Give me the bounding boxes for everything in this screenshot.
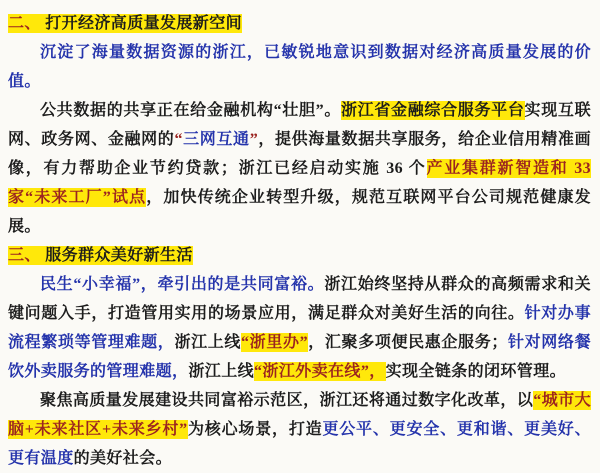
text-run: 针对办事流程繁琐等管理难题， (8, 305, 591, 351)
text-run: 实现互联网、政务网、金融网的 (8, 102, 591, 148)
text-run: 更公平、更安全、更和谐、更美好、更有温度 (8, 421, 591, 467)
heading-section-2 (8, 9, 591, 38)
text-run: 为核心场景，打造 (187, 421, 323, 438)
text-run: “城市大脑+未来社区+未来乡村” (8, 392, 591, 438)
text-run: “浙里办” (241, 334, 309, 351)
text-run: 公共数据的共享正在给金融机构“壮胆”。 (40, 102, 341, 119)
text-run: 针对网络餐饮外卖服务的管理难题， (8, 334, 591, 380)
text-run: ，提供海量数据共享服务，给企业信用精准画像，有力帮助企业节约贷款；浙江已经启动实施 36 个 (8, 131, 591, 177)
text-run: 浙江上线 (174, 334, 242, 351)
text-run: 聚焦高质量发展建设共同富裕示范区，浙江还将通过数字化改革，以 (40, 392, 534, 409)
text-run: ，加快传统企业转型升级，规范互联网平台公司规范健康发展。 (8, 189, 591, 235)
text-run: 服务群众美好新生活 (45, 247, 193, 264)
paragraph-common-prosperity (8, 386, 591, 473)
text-run: 沉淀了海量数据资源的浙江，已敏锐地意识到数据对经济高质量发展的价值。 (8, 44, 591, 90)
text-run: 打开经济高质量发展新空间 (45, 15, 243, 32)
paragraph-livelihood (8, 270, 591, 386)
text-run: 浙江上线 (188, 363, 255, 380)
text-run: “浙江外卖在线”， (254, 363, 386, 380)
paragraph-public-data (8, 96, 591, 241)
text-run: 产业集群新智造和 33 家“未来工厂”试点 (8, 160, 591, 206)
text-run: 三、 (8, 247, 46, 264)
text-run: 浙江省金融综合服务平台 (341, 102, 525, 119)
text-run: “ (174, 131, 183, 148)
heading-section-3 (8, 241, 591, 270)
text-run: 二、 (8, 15, 46, 32)
text-run: 浙江始终坚持从群众的高频需求和关键问题入手，打造管用实用的场景应用，满足群众对美好生活的向往。 (8, 276, 591, 322)
paragraph-data-value (8, 38, 591, 96)
text-run: 的美好社会。 (73, 450, 173, 467)
text-run: 民生“小幸福”，牵引出的是共同富裕。 (40, 276, 325, 293)
text-run: 三网互通 (182, 131, 250, 148)
text-run: 实现全链条的闭环管理。 (385, 363, 567, 380)
text-run: ，汇聚多项便民惠企服务； (308, 334, 508, 351)
text-run: ” (249, 131, 259, 148)
